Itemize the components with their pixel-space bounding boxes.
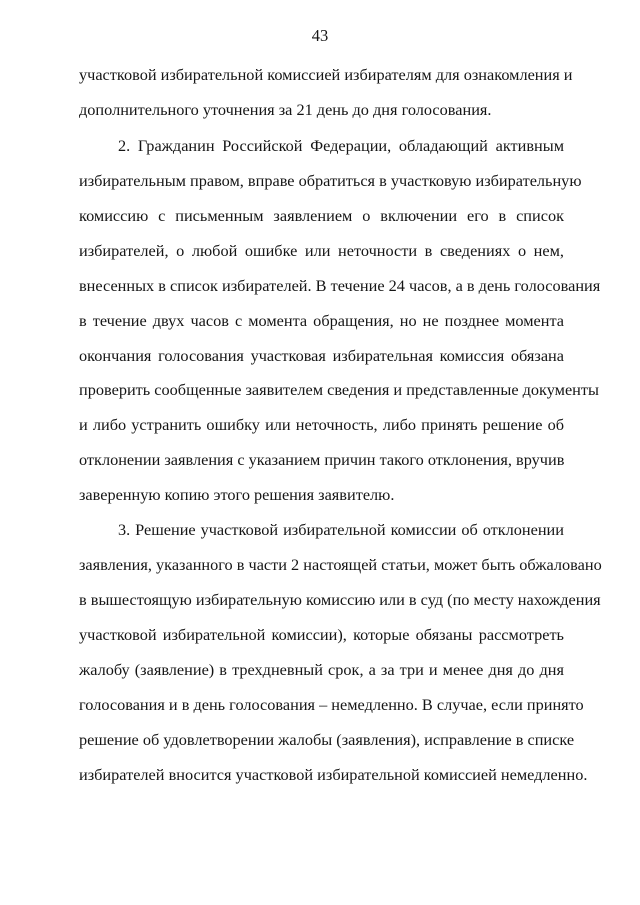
- text-line: избирательным правом, вправе обратиться в участковую избирательную: [79, 171, 582, 190]
- text-line: голосования и в день голосования – немедленно. В случае, если принято: [79, 695, 584, 714]
- text-line: внесенных в список избирателей. В течение 24 часов, а в день голосования: [79, 276, 601, 295]
- text-line: в вышестоящую избирательную комиссию или в суд (по месту нахождения: [79, 590, 601, 609]
- text-line: жалобу (заявление) в трехдневный срок, а за три и менее дня до дня: [79, 660, 564, 679]
- text-line: отклонении заявления с указанием причин такого отклонения, вручив: [79, 450, 565, 469]
- text-line: окончания голосования участковая избирательная комиссия обязана: [79, 346, 564, 365]
- text-line: участковой избирательной комиссии), которые обязаны рассмотреть: [79, 625, 564, 644]
- text-line: заверенную копию этого решения заявителю.: [79, 485, 395, 504]
- text-line: участковой избирательной комиссией избирателям для ознакомления и: [79, 65, 573, 84]
- text-line: проверить сообщенные заявителем сведения и представленные документы: [79, 380, 599, 399]
- text-line: дополнительного уточнения за 21 день до дня голосования.: [79, 100, 492, 119]
- text-line: заявления, указанного в части 2 настоящей статьи, может быть обжаловано: [79, 555, 602, 574]
- paragraph-2-first-line: 2. Гражданин Российской Федерации, обладающий активным: [118, 136, 564, 155]
- text-line: комиссию с письменным заявлением о включении его в список: [79, 206, 564, 225]
- page-number: 43: [311, 26, 329, 45]
- text-line: избирателей вносится участковой избирательной комиссией немедленно.: [79, 765, 588, 784]
- text-line: избирателей, о любой ошибке или неточности в сведениях о нем,: [79, 241, 564, 260]
- text-line: решение об удовлетворении жалобы (заявления), исправление в списке: [79, 730, 575, 749]
- paragraph-3-first-line: 3. Решение участковой избирательной комиссии об отклонении: [118, 520, 564, 539]
- text-line: и либо устранить ошибку или неточность, либо принять решение об: [79, 415, 564, 434]
- text-line: в течение двух часов с момента обращения, но не позднее момента: [79, 311, 564, 330]
